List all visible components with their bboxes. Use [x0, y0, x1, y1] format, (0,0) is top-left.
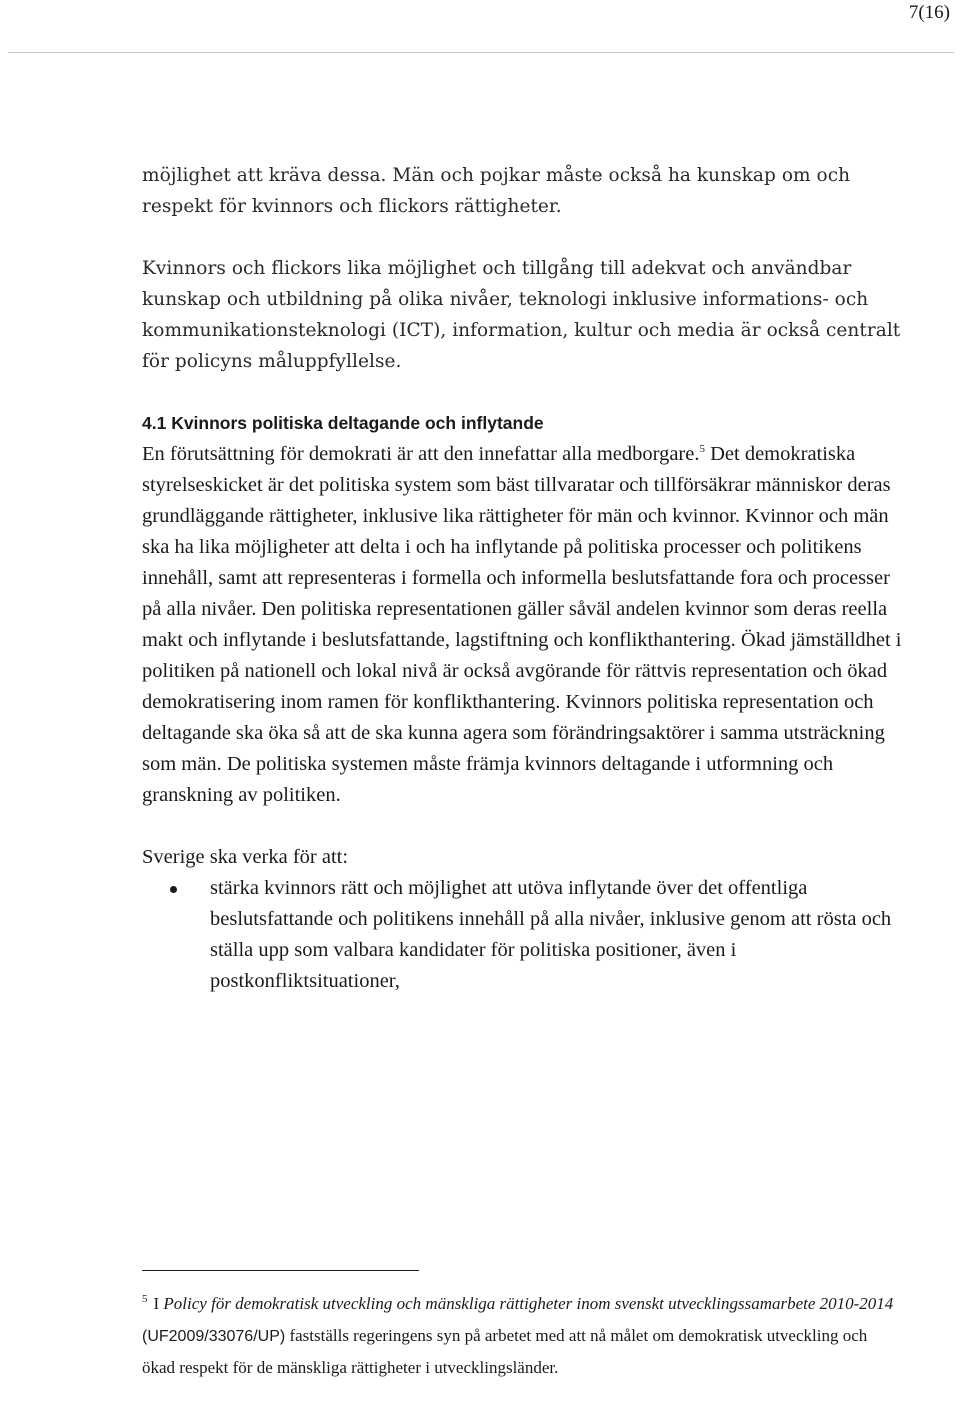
intro-paragraph-1: möjlighet att kräva dessa. Män och pojkar måste också ha kunskap om och respekt för kvinnors och flickors rättigheter.	[142, 165, 851, 217]
bullet-icon	[170, 886, 177, 893]
section-body	[142, 439, 902, 811]
list-item-text: stärka kvinnors rätt och möjlighet att utöva inflytande över det offentliga beslutsfattande och politikens innehåll på alla nivåer, inklusive genom att rösta och ställa upp som valbara kandidater för politiska positioner, även i postkonfliktsituationer,	[210, 877, 892, 992]
header-divider	[8, 52, 954, 53]
document-body	[142, 160, 902, 997]
section-body-start: En förutsättning för demokrati är att den innefattar alla medborgare.	[142, 443, 700, 465]
footnote-text: fastställs regeringens syn på arbetet med att nå målet om demokratisk utveckling och ökad respekt för de mänskliga rättigheter i utvecklingsländer.	[142, 1326, 868, 1377]
section-heading: 4.1 Kvinnors politiska deltagande och inflytande	[142, 413, 544, 433]
list-item	[142, 873, 902, 997]
footnote-reference[interactable]: 5	[699, 443, 705, 456]
intro-paragraph-2: Kvinnors och flickors lika möjlighet och tillgång till adekvat och användbar kunskap och utbildning på olika nivåer, teknologi inklusive informations- och kommunikationsteknologi (ICT), information, kultur och media är också centralt för policyns måluppfyllelse.	[142, 258, 901, 372]
footnote-reference-code: (UF2009/33076/UP)	[142, 1328, 286, 1345]
footnote-prefix: I	[153, 1294, 164, 1313]
action-list	[142, 873, 902, 997]
footnote-policy-title: Policy för demokratisk utveckling och mänskliga rättigheter inom svenskt utvecklingssamarbete 2010-2014	[163, 1294, 894, 1313]
footnote-divider	[142, 1270, 419, 1271]
page-number: 7(16)	[908, 2, 950, 23]
section-body-rest: Det demokratiska styrelseskicket är det politiska system som bäst tillvaratar och tillförsäkrar människor deras grundläggande rättigheter, inklusive lika rättigheter för män och kvinnor. Kvinnor och män ska ha lika möjligheter att delta i och ha inflytande på politiska processer och politikens innehåll, samt att representeras i formella och informella beslutsfattande fora och processer på alla nivåer. Den politiska representationen gäller såväl andelen kvinnor som deras reella makt och inflytande i beslutsfattande, lagstiftning och konflikthantering. Ökad jämställdhet i politiken på nationell och lokal nivå är också avgörande för rättvis representation och ökad demokratisering inom ramen för konflikthantering. Kvinnors politiska representation och deltagande ska öka så att de ska kunna agera som förändringsaktörer i samma utsträckning som män. De politiska systemen måste främja kvinnors deltagande i utformning och granskning av politiken.	[142, 443, 902, 806]
action-list-intro: Sverige ska verka för att:	[142, 846, 349, 868]
footnote-number: 5	[142, 1293, 148, 1306]
footnote	[142, 1288, 902, 1383]
